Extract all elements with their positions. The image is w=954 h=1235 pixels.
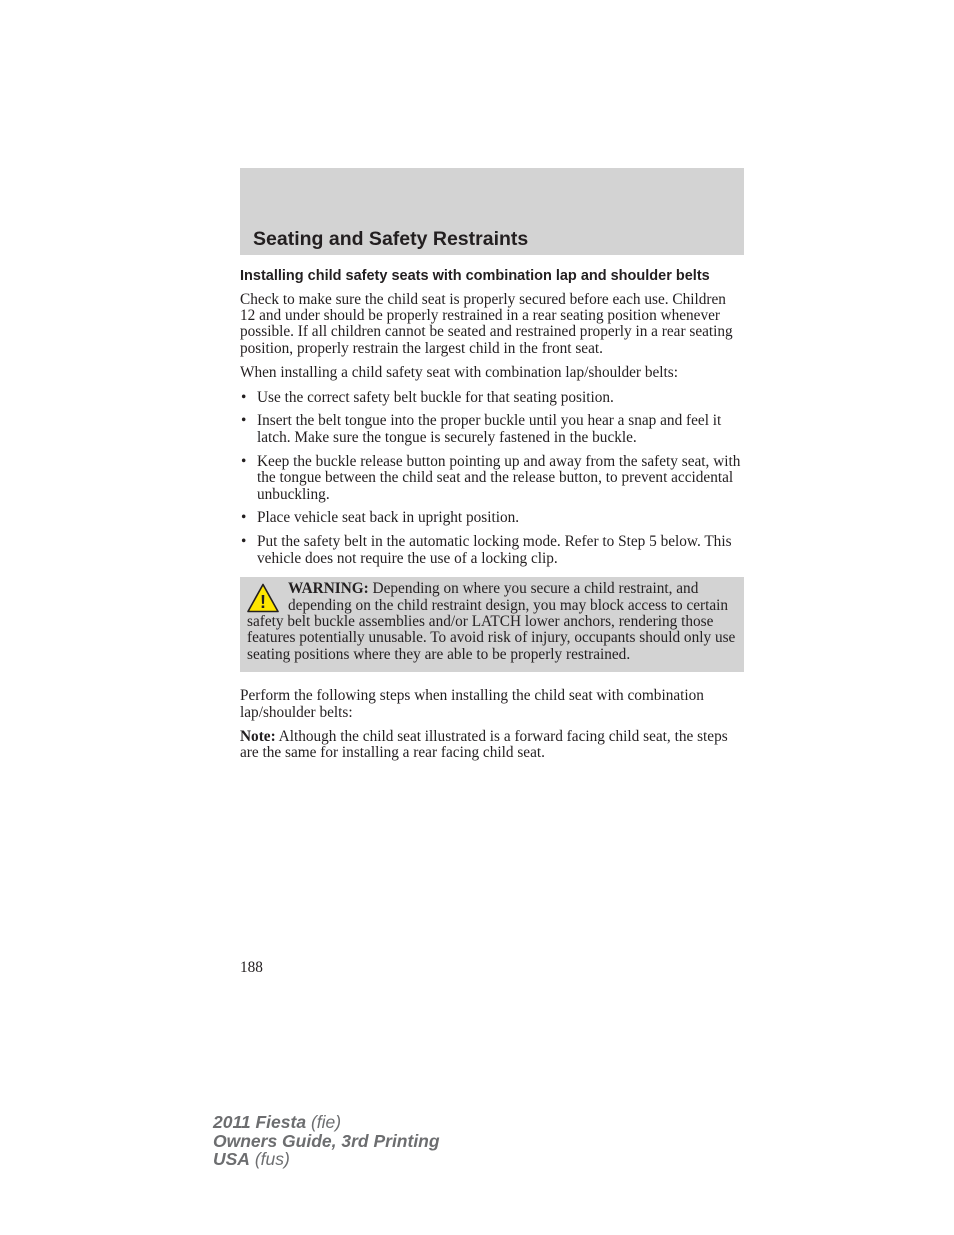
section-header-band: [240, 168, 744, 255]
warning-exclamation: !: [260, 592, 266, 613]
section-title: Seating and Safety Restraints: [253, 228, 529, 250]
footer-line-guide: Owners Guide, 3rd Printing: [213, 1130, 440, 1151]
warning-box: [240, 577, 744, 672]
footer-market-code: (fus): [249, 1149, 290, 1170]
subheading: Installing child safety seats with combination lap and shoulder belts: [240, 268, 710, 284]
bullet-dot: •: [241, 412, 247, 430]
list-item-text: Put the safety belt in the automatic locking mode. Refer to Step 5 below. This vehicle does not require the use of a locking clip.: [257, 533, 732, 567]
footer-imprint: [213, 1113, 440, 1169]
list-item-text: Use the correct safety belt buckle for that seating position.: [257, 388, 614, 406]
bullet-dot: •: [241, 388, 247, 406]
footer-market: USA: [213, 1149, 250, 1170]
list-item-text: Place vehicle seat back in upright position.: [257, 509, 520, 527]
list-item: [240, 510, 744, 526]
footer-line-model: [213, 1113, 440, 1132]
warning-text: Depending on where you secure a child restraint, and depending on the child restraint design, you may block access to certain safety belt buckle assemblies and/or LATCH lower anchors, rendering those features potentially unusable. To avoid risk of injury, occupants should only use seating positions where they are able to be properly restrained.: [247, 580, 736, 663]
footer-line-market: [213, 1150, 440, 1169]
bullet-list: [240, 390, 744, 568]
lead-in-paragraph: When installing a child safety seat with combination lap/shoulder belts:: [240, 364, 678, 382]
note-paragraph: [240, 729, 744, 762]
list-item-text: Insert the belt tongue into the proper buckle until you hear a snap and feel it latch. Make sure the tongue is securely fastened in the buckle.: [257, 412, 722, 446]
page-content: [240, 268, 744, 770]
note-label: Note:: [240, 728, 276, 746]
note-text: Although the child seat illustrated is a forward facing child seat, the steps are the same for installing a rear facing child seat.: [240, 728, 728, 762]
bullet-dot: •: [241, 452, 247, 470]
footer-model-code: (fie): [306, 1112, 342, 1132]
warning-label: WARNING:: [288, 580, 369, 598]
footer-model: 2011 Fiesta: [213, 1112, 307, 1132]
list-item: [240, 390, 744, 406]
list-item-text: Keep the buckle release button pointing up and away from the safety seat, with the tongue between the child seat and the release button, to prevent accidental unbuckling.: [257, 452, 741, 503]
steps-intro-paragraph: Perform the following steps when installing the child seat with combination lap/shoulder belts:: [240, 687, 704, 721]
bullet-dot: •: [241, 509, 247, 527]
bullet-dot: •: [241, 533, 247, 551]
intro-paragraph: Check to make sure the child seat is properly secured before each use. Children 12 and under should be properly restrained in a rear seating position whenever possible. If all children cannot be seated and restrained properly in a rear seating position, properly restrain the largest child in the front seat.: [240, 290, 733, 357]
warning-triangle-icon: [247, 583, 279, 613]
list-item: [240, 454, 744, 503]
list-item: [240, 534, 744, 567]
page-number: 188: [240, 959, 263, 976]
list-item: [240, 413, 744, 446]
